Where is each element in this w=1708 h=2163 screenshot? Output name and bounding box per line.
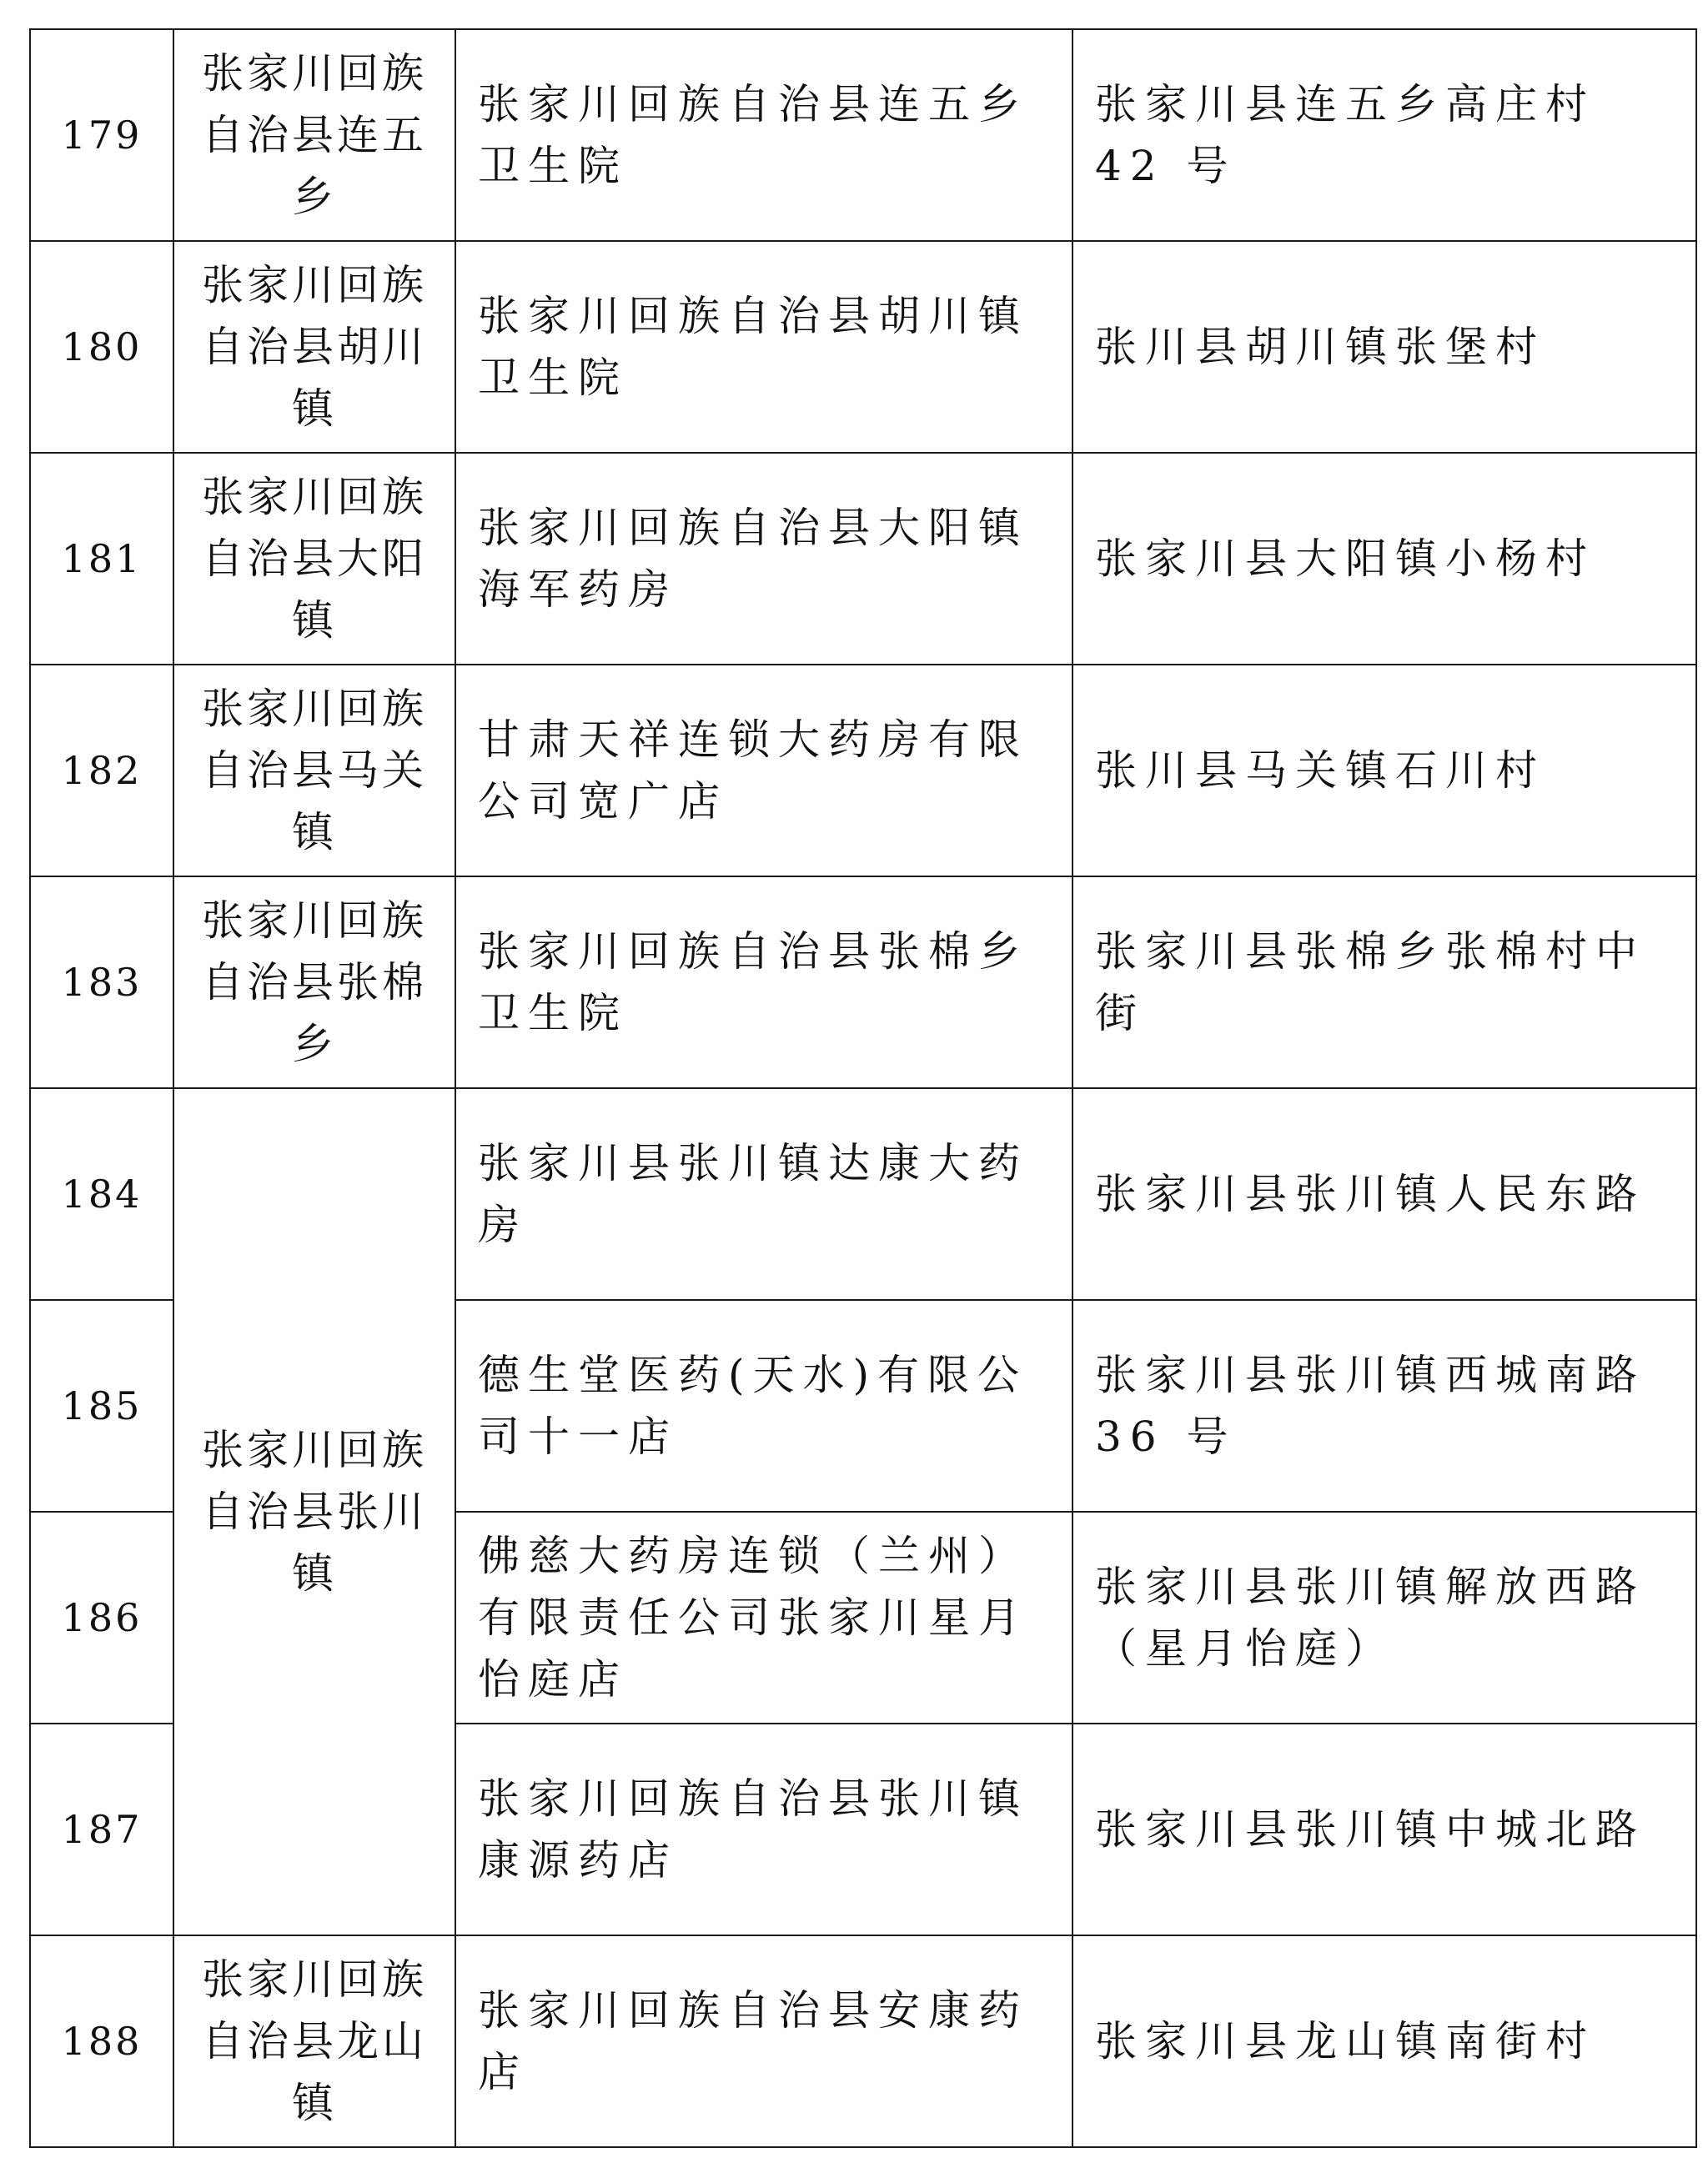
institution-name-cell: 张家川回族自治县连五乡卫生院 — [455, 29, 1073, 241]
address-cell: 张家川县张川镇解放西路（星月怡庭） — [1073, 1512, 1696, 1724]
institution-name-cell: 张家川回族自治县胡川镇卫生院 — [455, 241, 1073, 453]
row-number: 181 — [30, 453, 173, 665]
region-cell: 张家川回族自治县马关镇 — [173, 665, 455, 876]
institution-name-cell: 张家川回族自治县大阳镇海军药房 — [455, 453, 1073, 665]
row-number: 184 — [30, 1088, 173, 1300]
address-cell: 张家川县龙山镇南街村 — [1073, 1935, 1696, 2147]
table-row — [30, 241, 1696, 453]
table-row — [30, 29, 1696, 241]
pharmacy-table — [29, 28, 1697, 2148]
address-cell: 张川县胡川镇张堡村 — [1073, 241, 1696, 453]
region-cell: 张家川回族自治县大阳镇 — [173, 453, 455, 665]
address-cell: 张家川县张川镇中城北路 — [1073, 1724, 1696, 1935]
pharmacy-table-container — [29, 28, 1695, 2148]
row-number: 188 — [30, 1935, 173, 2147]
institution-name-cell: 张家川回族自治县张棉乡卫生院 — [455, 876, 1073, 1088]
row-number: 185 — [30, 1300, 173, 1512]
region-cell: 张家川回族自治县胡川镇 — [173, 241, 455, 453]
institution-name-cell: 张家川县张川镇达康大药房 — [455, 1088, 1073, 1300]
table-row — [30, 1935, 1696, 2147]
row-number: 186 — [30, 1512, 173, 1724]
table-row — [30, 453, 1696, 665]
table-row — [30, 876, 1696, 1088]
region-cell-merged: 张家川回族自治县张川镇 — [173, 1088, 455, 1935]
institution-name-cell: 张家川回族自治县张川镇康源药店 — [455, 1724, 1073, 1935]
table-row — [30, 665, 1696, 876]
region-cell: 张家川回族自治县张棉乡 — [173, 876, 455, 1088]
row-number: 182 — [30, 665, 173, 876]
institution-name-cell: 佛慈大药房连锁（兰州）有限责任公司张家川星月怡庭店 — [455, 1512, 1073, 1724]
row-number: 179 — [30, 29, 173, 241]
address-cell: 张家川县大阳镇小杨村 — [1073, 453, 1696, 665]
address-cell: 张家川县张川镇西城南路 36 号 — [1073, 1300, 1696, 1512]
institution-name-cell: 德生堂医药(天水)有限公司十一店 — [455, 1300, 1073, 1512]
institution-name-cell: 甘肃天祥连锁大药房有限公司宽广店 — [455, 665, 1073, 876]
table-row — [30, 1088, 1696, 1300]
address-cell: 张家川县连五乡高庄村 42 号 — [1073, 29, 1696, 241]
row-number: 183 — [30, 876, 173, 1088]
institution-name-cell: 张家川回族自治县安康药店 — [455, 1935, 1073, 2147]
address-cell: 张家川县张棉乡张棉村中街 — [1073, 876, 1696, 1088]
row-number: 187 — [30, 1724, 173, 1935]
region-cell: 张家川回族自治县龙山镇 — [173, 1935, 455, 2147]
row-number: 180 — [30, 241, 173, 453]
address-cell: 张川县马关镇石川村 — [1073, 665, 1696, 876]
address-cell: 张家川县张川镇人民东路 — [1073, 1088, 1696, 1300]
region-cell: 张家川回族自治县连五乡 — [173, 29, 455, 241]
